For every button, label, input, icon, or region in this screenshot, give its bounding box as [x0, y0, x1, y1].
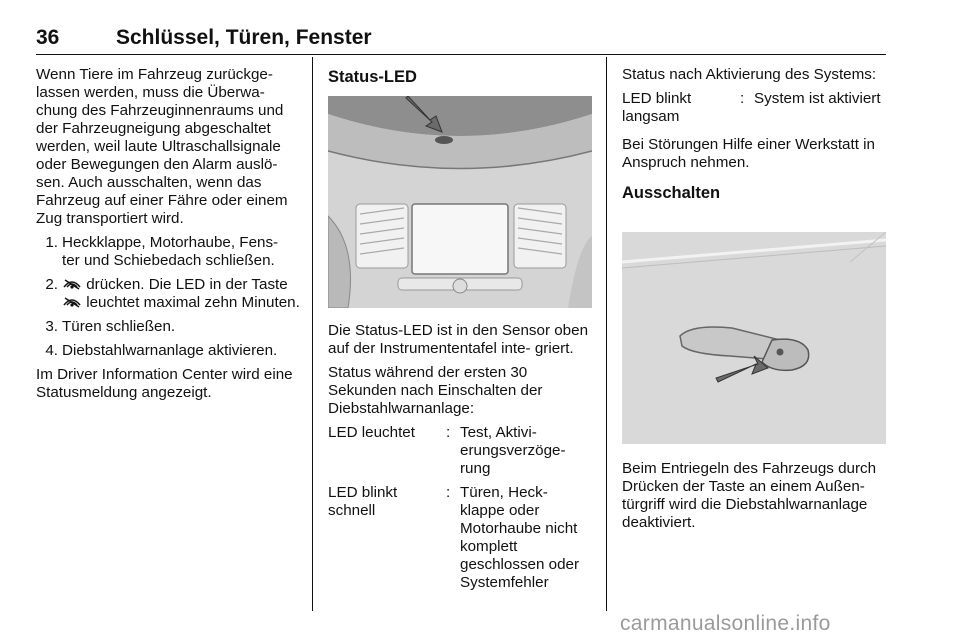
list-item: 1. Heckklappe, Motorhaube, Fens- ter und Schiebedach schließen.	[45, 234, 279, 269]
column-3	[622, 66, 888, 202]
page-header	[36, 24, 886, 56]
column-divider-2	[606, 57, 607, 611]
header-rule	[36, 54, 886, 55]
door-handle-illustration	[622, 232, 886, 444]
page-title: Schlüssel, Türen, Fenster	[116, 26, 372, 49]
dashboard-illustration	[328, 96, 592, 308]
section-heading-status-led: Status-LED	[328, 68, 417, 86]
watermark: carmanualsonline.info	[620, 612, 831, 635]
status-led-paragraph: Die Status-LED ist in den Sensor oben auf der Instrumententafel inte- griert.	[328, 322, 589, 357]
outro-paragraph: Im Driver Information Center wird eine Statusmeldung angezeigt.	[36, 366, 293, 401]
alarm-sensor-button-icon	[62, 278, 82, 290]
intro-paragraph: Wenn Tiere im Fahrzeug zurückge- lassen werden, muss die Überwa- chung des Fahrzeuginnenraums und der Fahrzeugneigung abgeschaltet werden, weil laute Ultraschallsignale oder Bewegungen den Alarm auslö- sen. Auch ausschalten, wenn das Fahrzeug auf einer Fähre oder einem Zug transportiert wird.	[36, 66, 288, 227]
page-number: 36	[36, 26, 60, 49]
column-2-text	[328, 322, 594, 598]
dashboard-drawing	[328, 96, 592, 308]
section-heading-ausschalten: Ausschalten	[622, 184, 721, 202]
list-item: 4. Diebstahlwarnanlage aktivieren.	[45, 342, 278, 359]
column-3-text	[622, 460, 888, 538]
status-first-30s-paragraph: Status während der ersten 30 Sekunden nach Einschalten der Diebstahlwarnanlage:	[328, 364, 543, 417]
status-after-activation-paragraph: Status nach Aktivierung des Systems:	[622, 66, 877, 83]
column-1	[36, 66, 300, 408]
definition-row: LED blinkt schnell : Türen, Heck- klappe oder Motorhaube nicht komplett geschlossen oder Systemfehler	[328, 484, 580, 591]
column-2	[328, 68, 594, 86]
workshop-paragraph: Bei Störungen Hilfe einer Werkstatt in Anspruch nehmen.	[622, 136, 875, 171]
alarm-sensor-button-icon	[62, 296, 82, 308]
door-handle-drawing	[622, 232, 886, 444]
column-divider-1	[312, 57, 313, 611]
definition-row: LED leuchtet : Test, Aktivi- erungsverzöge- rung	[328, 424, 566, 477]
steps-list	[36, 234, 300, 360]
unlock-paragraph: Beim Entriegeln des Fahrzeugs durch Drücken der Taste an einem Außen- türgriff wird die Diebstahlwarnanlage deaktiviert.	[622, 460, 877, 531]
definition-row: LED blinkt langsam : System ist aktiviert	[622, 90, 881, 125]
list-item: 2. drücken. Die LED in der Taste leuchtet maximal zehn Minuten.	[45, 276, 300, 311]
list-item: 3. Türen schließen.	[45, 318, 176, 335]
